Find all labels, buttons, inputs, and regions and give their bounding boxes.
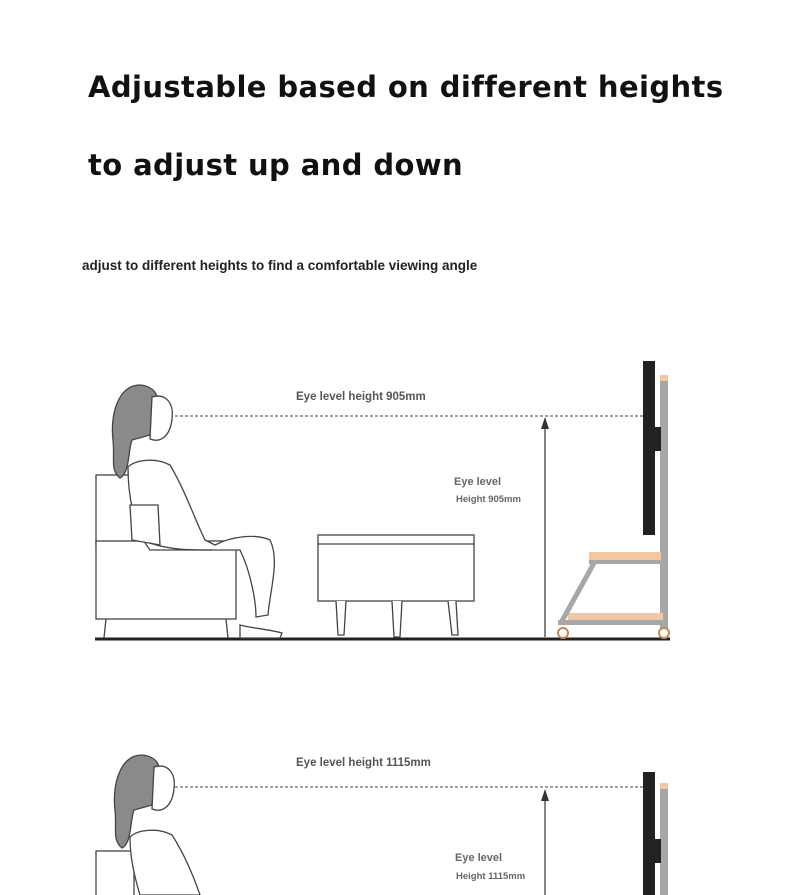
eye-level-heading: Eye level height 905mm bbox=[296, 391, 426, 403]
wheel-icon bbox=[558, 628, 568, 638]
arrow-head-icon bbox=[541, 789, 549, 801]
tv-screen-icon bbox=[643, 772, 655, 895]
headline-line-1: Adjustable based on different heights bbox=[88, 70, 724, 104]
eye-level-side-label: Eye level bbox=[454, 476, 502, 488]
height-side-label: Height 1115mm bbox=[456, 871, 526, 882]
scene-eye-level-905 bbox=[0, 345, 790, 655]
arrow-head-icon bbox=[541, 417, 549, 429]
scene-eye-level-1115 bbox=[0, 745, 790, 895]
eye-level-side-label: Eye level bbox=[455, 852, 503, 864]
subtitle: adjust to different heights to find a comfortable viewing angle bbox=[82, 258, 478, 273]
eye-level-heading: Eye level height 1115mm bbox=[296, 757, 431, 769]
wheel-icon bbox=[659, 628, 669, 638]
tv-stand-icon bbox=[643, 772, 668, 895]
tv-stand-icon bbox=[558, 361, 669, 638]
headline-line-2: to adjust up and down bbox=[88, 148, 464, 182]
tv-screen-icon bbox=[643, 361, 655, 535]
height-side-label: Height 905mm bbox=[456, 494, 521, 505]
armchair-icon bbox=[96, 851, 134, 895]
coffee-table-icon bbox=[318, 535, 474, 637]
